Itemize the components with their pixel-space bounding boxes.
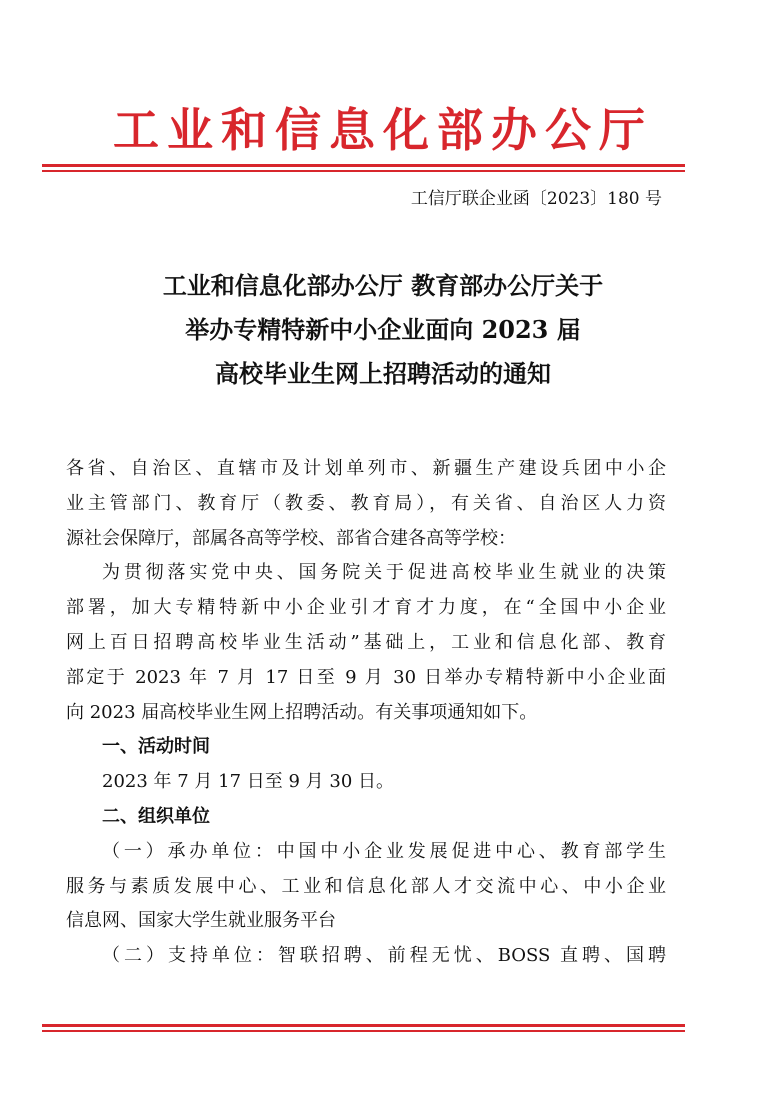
document-number: 工信厅联企业函〔2023〕180 号 <box>410 189 662 209</box>
title-line: 高校毕业生网上招聘活动的通知 <box>215 359 551 388</box>
intro-paragraph <box>66 556 666 730</box>
body-line: 部署，加大专精特新中小企业引才育才力度，在“全国中小企业 <box>66 597 666 619</box>
title-line: 举办专精特新中小企业面向 2023 届 <box>185 315 581 344</box>
issuing-agency-header: 工业和信息化部办公厅 <box>113 103 653 157</box>
header-red-rule-thick <box>42 164 685 167</box>
header-red-rule-thin <box>42 170 685 172</box>
activity-period: 2023 年 7 月 17 日至 9 月 30 日。 <box>102 771 395 793</box>
title-line: 工业和信息化部办公厅 教育部办公厅关于 <box>162 271 604 300</box>
organizer-paragraph <box>66 835 666 939</box>
recipients-paragraph <box>66 452 666 556</box>
body-line: 网上百日招聘高校毕业生活动”基础上，工业和信息化部、教育 <box>66 631 666 653</box>
body-line: 为贯彻落实党中央、国务院关于促进高校毕业生就业的决策 <box>102 562 666 584</box>
section-heading: 一、活动时间 <box>102 736 210 758</box>
body-line: （一）承办单位：中国中小企业发展促进中心、教育部学生 <box>102 840 666 862</box>
body-line: 信息网、国家大学生就业服务平台 <box>66 910 336 932</box>
supporter-line: （二）支持单位：智联招聘、前程无忧、BOSS 直聘、国聘 <box>102 945 666 967</box>
body-line: 部定于 2023 年 7 月 17 日至 9 月 30 日举办专精特新中小企业面 <box>66 666 666 688</box>
body-line: 服务与素质发展中心、工业和信息化部人才交流中心、中小企业 <box>66 875 666 897</box>
body-line: 向 2023 届高校毕业生网上招聘活动。有关事项通知如下。 <box>66 701 538 723</box>
body-line: 各省、自治区、直辖市及计划单列市、新疆生产建设兵团中小企 <box>66 458 666 479</box>
footer-red-rule-thin <box>42 1030 685 1032</box>
body-line: 源社会保障厅，部属各高等学校、部省合建各高等学校： <box>66 527 516 549</box>
body-line: 业主管部门、教育厅（教委、教育局），有关省、自治区人力资 <box>66 492 666 514</box>
document-body <box>66 452 666 974</box>
document-title <box>0 264 766 396</box>
footer-red-rule-thick <box>42 1024 685 1027</box>
section-heading: 二、组织单位 <box>102 805 210 827</box>
